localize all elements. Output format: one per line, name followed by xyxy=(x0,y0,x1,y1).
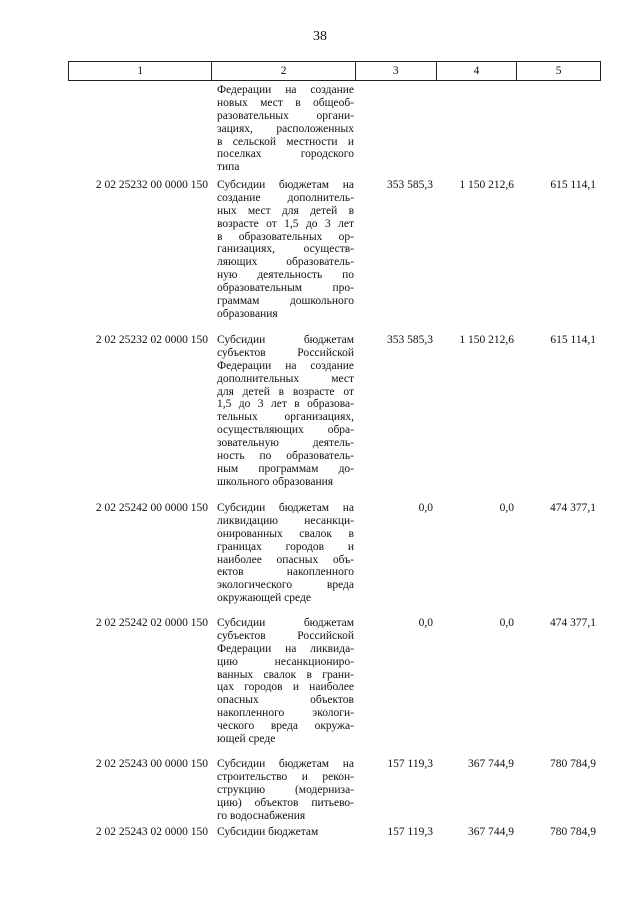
budget-code: 2 02 25242 02 0000 150 xyxy=(95,617,208,629)
description-line: Субсидии бюджетам xyxy=(217,334,354,346)
description-line: накопленного экологи- xyxy=(217,707,354,720)
description-line: дополнительных мест xyxy=(217,372,354,385)
description-line: образовательным про- xyxy=(217,282,354,295)
description xyxy=(217,758,354,822)
description xyxy=(217,179,354,321)
amount-col-5: 615 114,1 xyxy=(550,179,596,191)
amount-col-4: 367 744,9 xyxy=(468,826,514,838)
description-line: ных мест для детей в xyxy=(217,204,354,217)
description-line: разовательных органи- xyxy=(217,109,354,122)
description-line: в сельской местности и xyxy=(217,135,354,148)
description-line: школьного образования xyxy=(217,475,334,488)
description-line: экологического вреда xyxy=(217,579,354,592)
amount-col-3: 157 119,3 xyxy=(387,826,433,838)
description-line: го водоснабжения xyxy=(217,809,306,822)
description-line: субъектов Российской xyxy=(217,629,354,642)
description-line: наиболее опасных объ- xyxy=(217,553,354,566)
description-line: поселках городского xyxy=(217,148,354,161)
description-line: цию несанкциониро- xyxy=(217,655,354,668)
amount-col-4: 0,0 xyxy=(499,502,514,514)
description-line: границах городов и xyxy=(217,540,354,553)
budget-code: 2 02 25232 00 0000 150 xyxy=(95,179,208,191)
amount-col-3: 353 585,3 xyxy=(387,179,433,191)
description-line: Федерации на создание xyxy=(217,359,354,372)
header-col-3: 3 xyxy=(356,62,437,80)
description-line: новых мест в общеоб- xyxy=(217,96,354,109)
amount-col-4: 1 150 212,6 xyxy=(459,334,514,346)
page-number: 38 xyxy=(313,29,327,44)
description-line: цах городов и наиболее xyxy=(217,681,354,694)
description-line: ганизациях, осуществ- xyxy=(217,243,354,256)
description xyxy=(217,84,354,174)
header-col-1: 1 xyxy=(69,62,212,80)
description-line: 1,5 до 3 лет в образова- xyxy=(217,398,354,411)
description-line: Федерации на ликвида- xyxy=(217,642,354,655)
header-col-5: 5 xyxy=(555,65,562,77)
description-line: образования xyxy=(217,307,278,320)
description-line: ную деятельность по xyxy=(217,269,354,282)
description-line: зовательную деятель- xyxy=(217,437,354,450)
amount-col-3: 157 119,3 xyxy=(387,758,433,770)
amount-col-5: 780 784,9 xyxy=(550,758,596,770)
description-line: ванных свалок в грани- xyxy=(217,668,354,681)
amount-col-5: 780 784,9 xyxy=(550,826,596,838)
amount-col-5: 615 114,1 xyxy=(550,334,596,346)
amount-col-3: 353 585,3 xyxy=(387,334,433,346)
description xyxy=(217,617,354,746)
description-line: создание дополнитель- xyxy=(217,191,354,204)
amount-col-4: 0,0 xyxy=(499,617,514,629)
budget-code: 2 02 25243 02 0000 150 xyxy=(95,826,208,838)
description xyxy=(217,502,354,605)
description-line: Субсидии бюджетам на xyxy=(217,179,354,191)
amount-col-5: 474 377,1 xyxy=(550,617,596,629)
amount-col-4: 1 150 212,6 xyxy=(459,179,514,191)
description-line: возрасте от 1,5 до 3 лет xyxy=(217,217,354,230)
description-line: тельных организациях, xyxy=(217,411,354,424)
amount-col-3: 0,0 xyxy=(418,502,433,514)
description-line: ческого вреда окружа- xyxy=(217,720,354,733)
description-line: в образовательных ор- xyxy=(217,230,354,243)
description-line: для детей в возрасте от xyxy=(217,385,354,398)
description-line: ектов накопленного xyxy=(217,566,354,579)
amount-col-4: 367 744,9 xyxy=(468,758,514,770)
description-line: Субсидии бюджетам xyxy=(217,826,319,838)
description-line: онированных свалок в xyxy=(217,527,354,540)
description-line: типа xyxy=(217,161,240,174)
description-line: ность по образователь- xyxy=(217,450,354,463)
budget-code: 2 02 25243 00 0000 150 xyxy=(95,758,208,770)
description-line: ликвидацию несанкци- xyxy=(217,514,354,527)
description-line: ляющих образователь- xyxy=(217,256,354,269)
header-col-2: 2 xyxy=(212,62,355,80)
description xyxy=(217,334,354,489)
description-line: ющей среде xyxy=(217,733,276,746)
description-line: ным программам до- xyxy=(217,462,354,475)
description-line: Федерации на создание xyxy=(217,84,354,96)
budget-code: 2 02 25232 02 0000 150 xyxy=(95,334,208,346)
amount-col-3: 0,0 xyxy=(418,617,433,629)
description-line: осуществляющих обра- xyxy=(217,424,354,437)
description-line: струкцию (модерниза- xyxy=(217,783,354,796)
description-line: цию) объектов питьево- xyxy=(217,796,354,809)
description-line: Субсидии бюджетам на xyxy=(217,758,354,770)
description-line: окружающей среде xyxy=(217,592,311,605)
description-line: зациях, расположенных xyxy=(217,122,354,135)
description xyxy=(217,826,354,839)
table-header xyxy=(68,61,601,81)
header-col-4: 4 xyxy=(437,62,518,80)
description-line: субъектов Российской xyxy=(217,346,354,359)
description-line: строительство и рекон- xyxy=(217,770,354,783)
description-line: опасных объектов xyxy=(217,694,354,707)
description-line: Субсидии бюджетам на xyxy=(217,502,354,514)
description-line: Субсидии бюджетам xyxy=(217,617,354,629)
budget-code: 2 02 25242 00 0000 150 xyxy=(95,502,208,514)
amount-col-5: 474 377,1 xyxy=(550,502,596,514)
description-line: граммам дошкольного xyxy=(217,295,354,308)
